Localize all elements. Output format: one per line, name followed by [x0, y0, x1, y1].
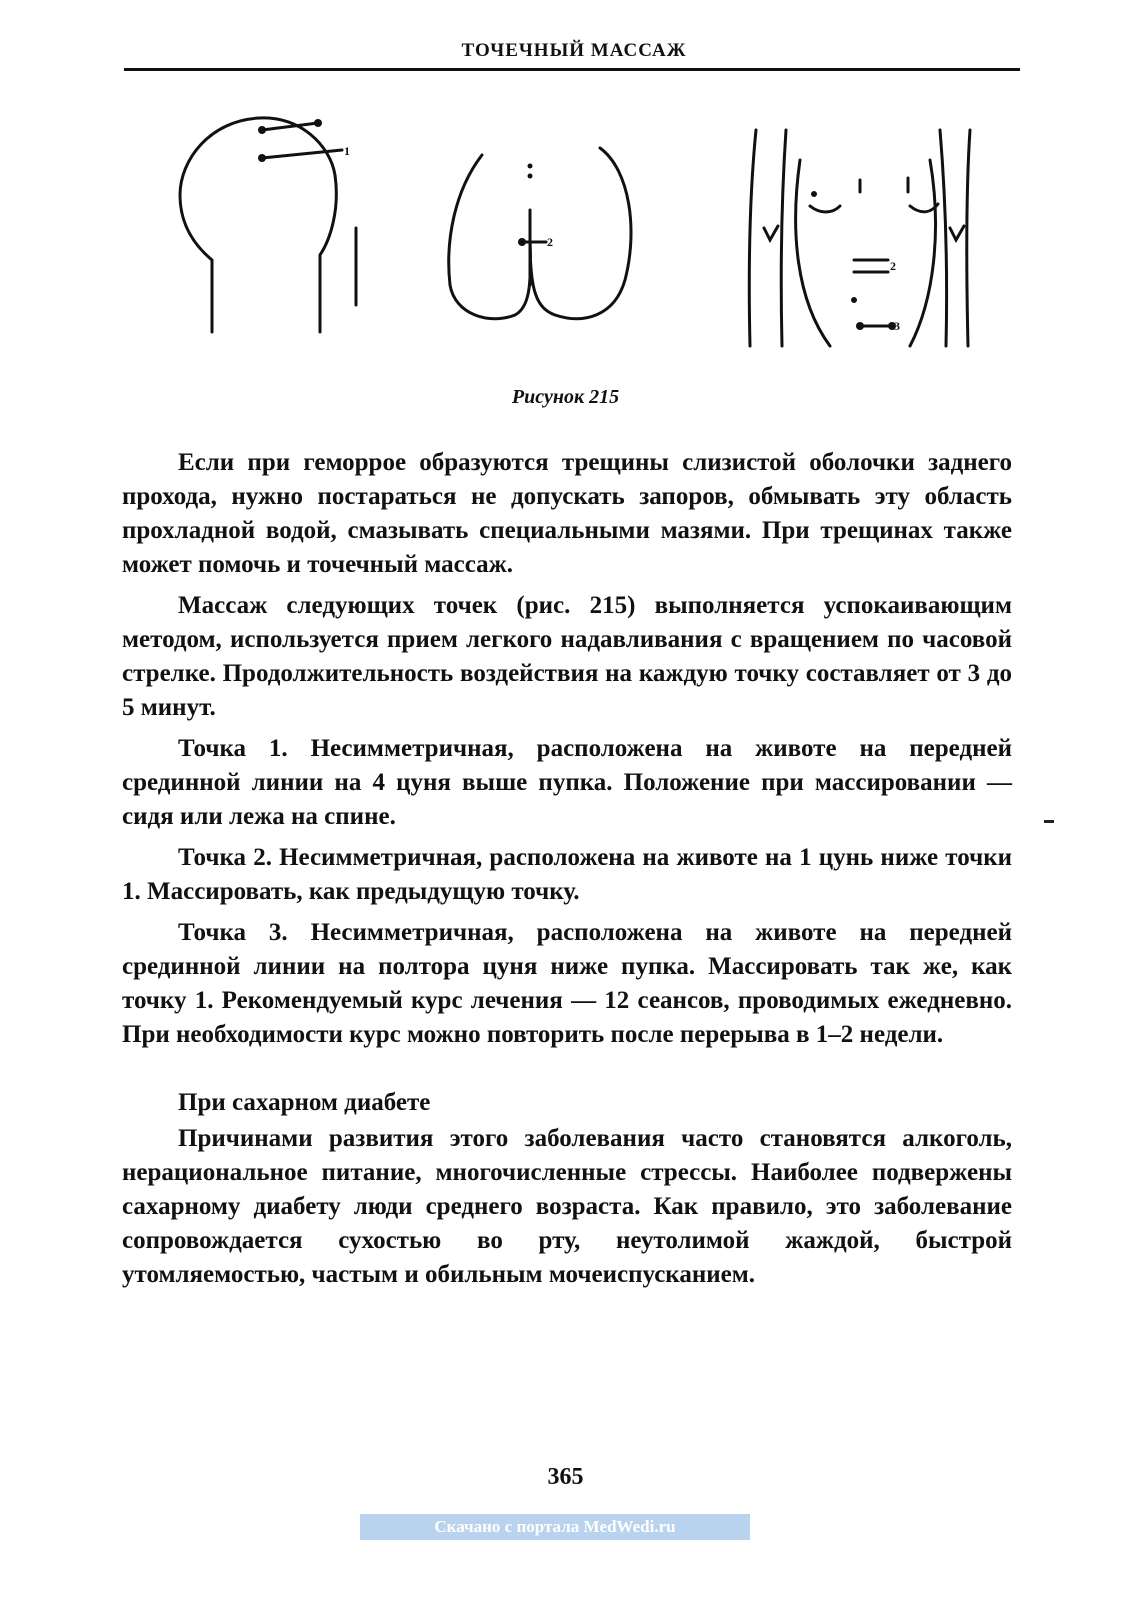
header-rule	[124, 68, 1020, 71]
margin-mark	[1044, 820, 1054, 823]
paragraph: Если при геморрое образуются трещины слизистой оболочки заднего прохода, нужно постараться не допускать запоров, обмывать эту область прохладной водой, смазывать специальными мазями. При трещинах также может помочь и точечный массаж.	[122, 449, 1012, 578]
acupoint-illustration	[170, 110, 990, 370]
paragraph: Точка 3. Несимметричная, расположена на животе на передней срединной линии на полтора цуня ниже пупка. Массировать так же, как точку 1. Рекомендуемый курс лечения — 12 сеансов, проводимых ежедневно. При необходимости курс можно повторить после перерыва в 1–2 недели.	[122, 919, 1012, 1048]
paragraph: Массаж следующих точек (рис. 215) выполняется успокаивающим методом, используется прием легкого надавливания с вращением по часовой стрелке. Продолжительность воздействия на каждую точку составляет от 3 до 5 минут.	[122, 592, 1012, 721]
point-label-abdomen-lower: 3	[894, 319, 900, 333]
download-watermark: Скачано с портала MedWedi.ru	[360, 1514, 750, 1540]
section-heading: При сахарном диабете	[178, 1089, 431, 1116]
running-title: ТОЧЕЧНЫЙ МАССАЖ	[461, 40, 687, 61]
body-text	[122, 446, 1012, 1299]
paragraph: Точка 2. Несимметричная, расположена на животе на 1 цунь ниже точки 1. Массировать, как предыдущую точку.	[122, 844, 1012, 905]
figure-215	[170, 110, 990, 370]
paragraph: Причинами развития этого заболевания часто становятся алкоголь, нерациональное питание, многочисленные стрессы. Наиболее подвержены сахарному диабету люди среднего возраста. Как правило, это заболевание сопровождается сухостью во рту, неутолимой жаждой, быстрой утомляемостью, частым и обильным мочеиспусканием.	[122, 1125, 1012, 1288]
point-label-abdomen-upper: 2	[890, 259, 896, 273]
figure-caption: Рисунок 215	[511, 386, 620, 408]
page-number: 365	[547, 1464, 584, 1490]
torso-outline	[749, 130, 970, 346]
point-label-head: 1	[344, 144, 350, 158]
head-outline	[180, 118, 356, 332]
buttocks-outline	[449, 148, 631, 319]
point-label-buttocks: 2	[547, 235, 553, 249]
paragraph: Точка 1. Несимметричная, расположена на животе на передней срединной линии на 4 цуня выше пупка. Положение при массировании — сидя или лежа на спине.	[122, 735, 1012, 830]
